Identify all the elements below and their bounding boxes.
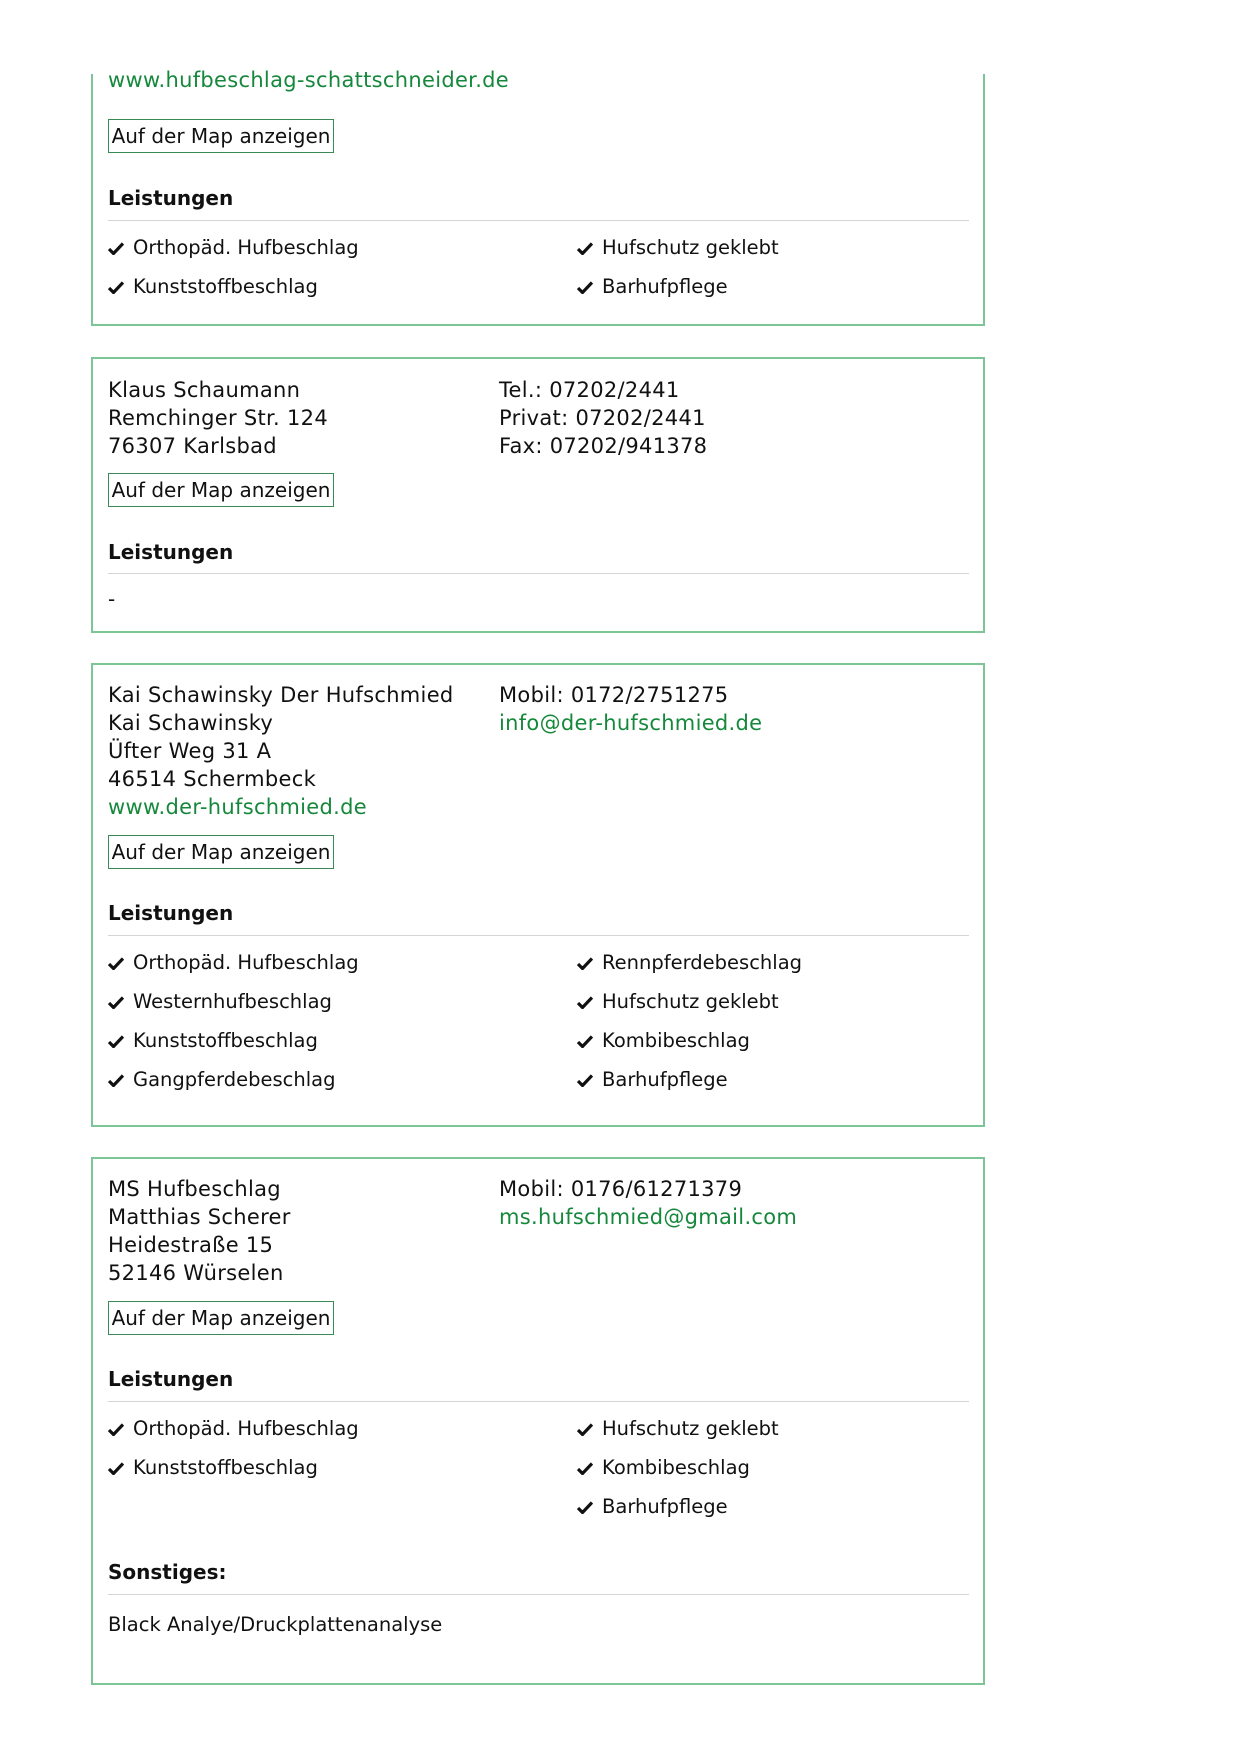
divider bbox=[108, 220, 969, 221]
check-icon bbox=[577, 1501, 593, 1514]
services-title: Leistungen bbox=[108, 1367, 234, 1391]
divider bbox=[108, 935, 969, 936]
check-icon bbox=[108, 1423, 124, 1436]
check-icon bbox=[108, 242, 124, 255]
show-on-map-button[interactable]: Auf der Map anzeigen bbox=[108, 119, 334, 153]
service-item: Hufschutz geklebt bbox=[577, 236, 779, 260]
services-none: - bbox=[108, 587, 116, 611]
service-item: Orthopäd. Hufbeschlag bbox=[108, 951, 359, 975]
address-block bbox=[108, 681, 454, 821]
city: 76307 Karlsbad bbox=[108, 434, 277, 458]
check-icon bbox=[108, 957, 124, 970]
mobile: Mobil: 0176/61271379 bbox=[499, 1177, 743, 1201]
website-link[interactable]: www.der-hufschmied.de bbox=[108, 795, 367, 819]
service-item: Kunststoffbeschlag bbox=[108, 275, 318, 299]
service-item: Rennpferdebeschlag bbox=[577, 951, 802, 975]
farrier-card bbox=[91, 68, 985, 326]
service-item: Kombibeschlag bbox=[577, 1456, 750, 1480]
fax: Fax: 07202/941378 bbox=[499, 434, 708, 458]
service-item: Hufschutz geklebt bbox=[577, 1417, 779, 1441]
contact-person: Kai Schawinsky bbox=[108, 711, 274, 735]
other-text: Black Analye/Druckplattenanalyse bbox=[108, 1613, 443, 1636]
email-link[interactable]: info@der-hufschmied.de bbox=[499, 711, 763, 735]
check-icon bbox=[577, 1462, 593, 1475]
city: 52146 Würselen bbox=[108, 1261, 284, 1285]
address-block bbox=[108, 1175, 291, 1287]
contact-block bbox=[499, 1175, 797, 1231]
divider bbox=[108, 573, 969, 574]
business-name: MS Hufbeschlag bbox=[108, 1177, 281, 1201]
street: Remchinger Str. 124 bbox=[108, 406, 328, 430]
email-link[interactable]: ms.hufschmied@gmail.com bbox=[499, 1205, 798, 1229]
check-icon bbox=[577, 1035, 593, 1048]
service-item: Kombibeschlag bbox=[577, 1029, 750, 1053]
address-block bbox=[108, 376, 328, 460]
check-icon bbox=[108, 1074, 124, 1087]
check-icon bbox=[577, 996, 593, 1009]
business-name: Klaus Schaumann bbox=[108, 378, 301, 402]
farrier-card bbox=[91, 663, 985, 1127]
street: Heidestraße 15 bbox=[108, 1233, 274, 1257]
check-icon bbox=[108, 281, 124, 294]
service-item: Kunststoffbeschlag bbox=[108, 1029, 318, 1053]
service-item: Kunststoffbeschlag bbox=[108, 1456, 318, 1480]
service-item: Gangpferdebeschlag bbox=[108, 1068, 335, 1092]
show-on-map-button[interactable]: Auf der Map anzeigen bbox=[108, 1301, 334, 1335]
check-icon bbox=[108, 996, 124, 1009]
mobile: Mobil: 0172/2751275 bbox=[499, 683, 729, 707]
check-icon bbox=[577, 281, 593, 294]
farrier-card bbox=[91, 357, 985, 633]
service-item: Barhufpflege bbox=[577, 1068, 728, 1092]
check-icon bbox=[108, 1035, 124, 1048]
service-item: Westernhufbeschlag bbox=[108, 990, 332, 1014]
divider bbox=[108, 1594, 969, 1595]
farrier-card bbox=[91, 1157, 985, 1685]
contact-block bbox=[499, 376, 707, 460]
city: 46514 Schermbeck bbox=[108, 767, 317, 791]
divider bbox=[108, 1401, 969, 1402]
service-item: Orthopäd. Hufbeschlag bbox=[108, 236, 359, 260]
contact-person: Matthias Scherer bbox=[108, 1205, 291, 1229]
check-icon bbox=[108, 1462, 124, 1475]
check-icon bbox=[577, 957, 593, 970]
street: Üfter Weg 31 A bbox=[108, 739, 272, 763]
private-phone: Privat: 07202/2441 bbox=[499, 406, 706, 430]
service-item: Barhufpflege bbox=[577, 275, 728, 299]
services-title: Leistungen bbox=[108, 901, 234, 925]
check-icon bbox=[577, 1074, 593, 1087]
check-icon bbox=[577, 1423, 593, 1436]
website-link[interactable]: www.hufbeschlag-schattschneider.de bbox=[108, 68, 510, 92]
services-title: Leistungen bbox=[108, 186, 234, 210]
other-title: Sonstiges: bbox=[108, 1560, 227, 1584]
service-item: Hufschutz geklebt bbox=[577, 990, 779, 1014]
services-title: Leistungen bbox=[108, 540, 234, 564]
check-icon bbox=[577, 242, 593, 255]
business-name: Kai Schawinsky Der Hufschmied bbox=[108, 683, 454, 707]
show-on-map-button[interactable]: Auf der Map anzeigen bbox=[108, 473, 334, 507]
contact-block bbox=[499, 681, 762, 737]
service-item: Orthopäd. Hufbeschlag bbox=[108, 1417, 359, 1441]
service-item: Barhufpflege bbox=[577, 1495, 728, 1519]
show-on-map-button[interactable]: Auf der Map anzeigen bbox=[108, 835, 334, 869]
phone: Tel.: 07202/2441 bbox=[499, 378, 680, 402]
